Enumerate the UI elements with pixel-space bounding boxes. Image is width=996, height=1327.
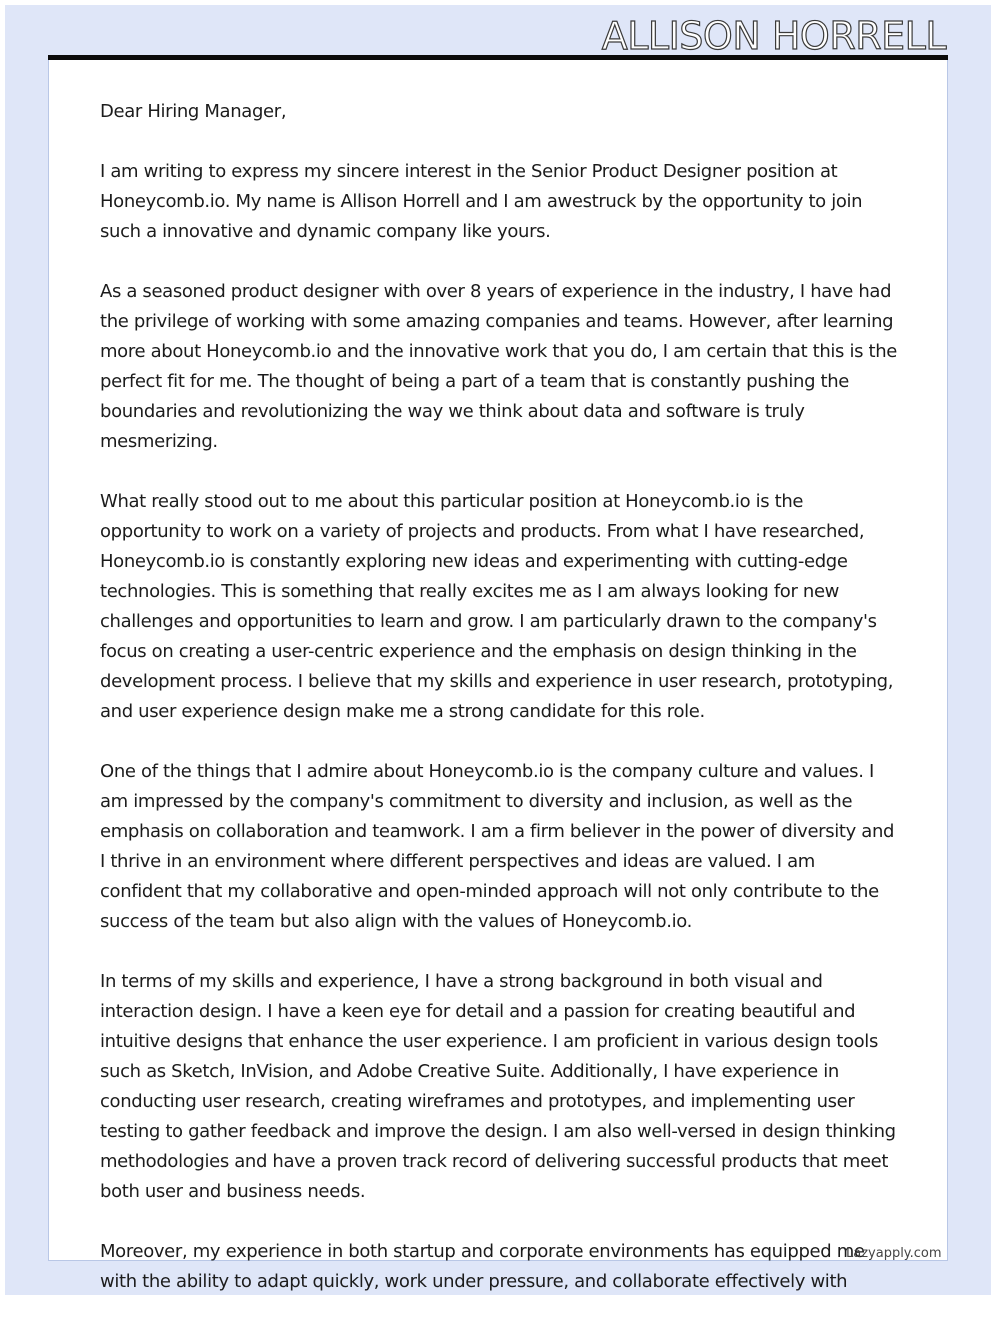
letter-paragraph: As a seasoned product designer with over 8 years of experience in the industry, I have had the privilege of working with some amazing companies and teams. However, after learning more about Honeycomb.io and the innovative work that you do, I am certain that this is the perfect fit for me. The thought of being a part of a team that is constantly pushing the boundaries and revolutionizing the way we think about data and software is truly mesmerizing. [100,281,898,452]
letter-body [100,97,900,1327]
watermark: Lazyapply.com [846,1246,942,1261]
letter-paragraph: In terms of my skills and experience, I have a strong background in both visual and interaction design. I have a keen eye for detail and a passion for creating beautiful and intuitive designs that enhance the user experience. I am proficient in various design tools such as Sketch, InVision, and Adobe Creative Suite. Additionally, I have experience in conducting user research, creating wireframes and prototypes, and implementing user testing to gather feedback and improve the design. I am also well-versed in design thinking methodologies and have a proven track record of delivering successful products that meet both user and business needs. [100,971,896,1202]
salutation: Dear Hiring Manager, [100,101,287,122]
applicant-name: ALLISON HORRELL [601,14,946,58]
letter-paragraph: What really stood out to me about this particular position at Honeycomb.io is the opportunity to work on a variety of projects and products. From what I have researched, Honeycomb.io is constantly exploring new ideas and experimenting with cutting-edge technologies. This is something that really excites me as I am always looking for new challenges and opportunities to learn and grow. I am particularly drawn to the company's focus on creating a user-centric experience and the emphasis on design thinking in the development process. I believe that my skills and experience in user research, prototyping, and user experience design make me a strong candidate for this role. [100,491,894,722]
letter-paragraph: One of the things that I admire about Honeycomb.io is the company culture and values. I am impressed by the company's commitment to diversity and inclusion, as well as the emphasis on collaboration and teamwork. I am a firm believer in the power of diversity and I thrive in an environment where different perspectives and ideas are valued. I am confident that my collaborative and open-minded approach will not only contribute to the success of the team but also align with the values of Honeycomb.io. [100,761,895,932]
letter-paragraph: I am writing to express my sincere interest in the Senior Product Designer position at Honeycomb.io. My name is Allison Horrell and I am awestruck by the opportunity to join such a innovative and dynamic company like yours. [100,161,863,242]
letter-paragraph: Moreover, my experience in both startup and corporate environments has equipped me with the ability to adapt quickly, work under pressure, and collaborate effectively with [100,1241,865,1292]
